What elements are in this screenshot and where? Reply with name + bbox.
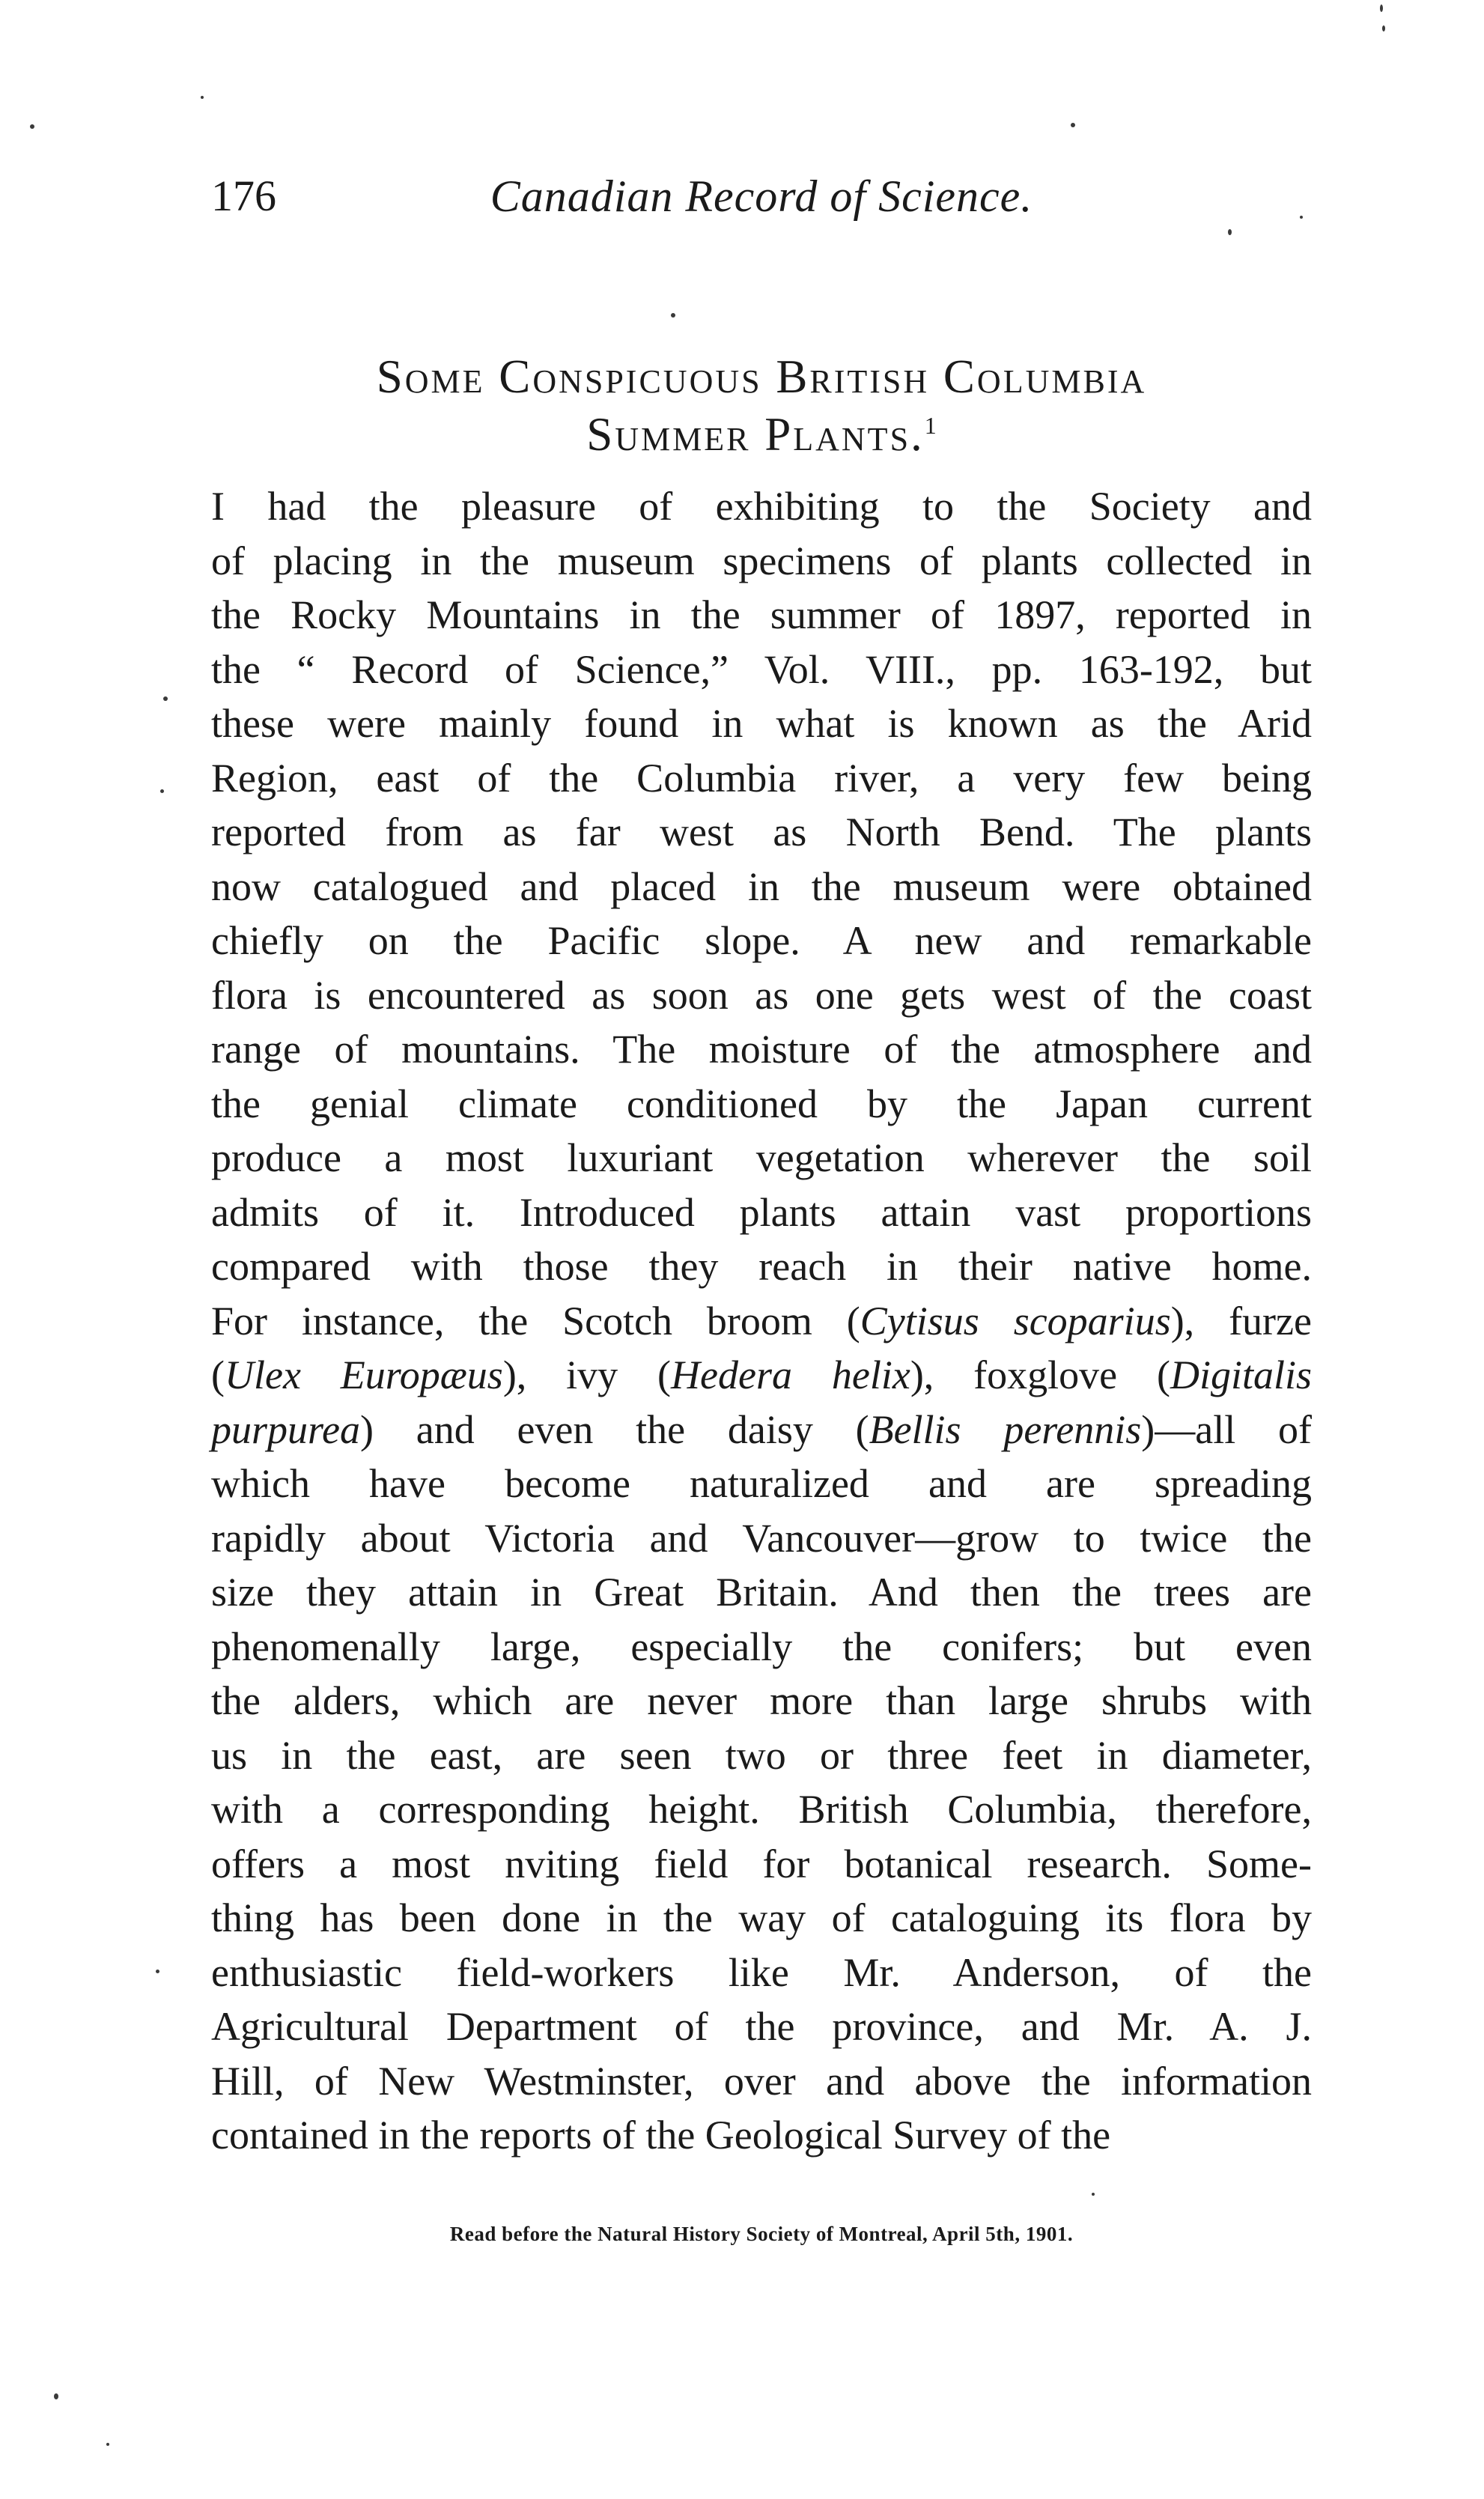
body-line: admits of it. Introduced plants attain vast proportions [211, 1189, 1312, 1235]
body-line: Hill, of New Westminster, over and above the information [211, 2058, 1312, 2104]
body-line: offers a most nviting field for botanical research. Some- [211, 1841, 1312, 1886]
scan-speck [201, 96, 204, 99]
scan-speck [54, 2393, 58, 2399]
article-title-line-2-text: Summer Plants. [586, 408, 925, 461]
scan-speck [106, 2443, 109, 2446]
body-line: thing has been done in the way of cataloguing its flora by [211, 1895, 1312, 1940]
body-paragraph [211, 479, 1312, 2163]
body-line: Region, east of the Columbia river, a very few being [211, 755, 1312, 801]
body-line: enthusiastic field-workers like Mr. Anderson, of the [211, 1949, 1312, 1995]
body-line: the genial climate conditioned by the Japan current [211, 1081, 1312, 1126]
latin-plant-name: Hedera helix [671, 1352, 910, 1397]
body-line: I had the pleasure of exhibiting to the Society and [211, 484, 1312, 529]
scan-speck [1092, 2193, 1095, 2196]
latin-plant-name: Digitalis [1170, 1352, 1313, 1397]
body-line: For instance, the Scotch broom (Cytisus scoparius), furze [211, 1298, 1312, 1343]
body-line: the “ Record of Science,” Vol. VIII., pp. 163-192, but [211, 646, 1312, 692]
body-line: phenomenally large, especially the conifers; but even [211, 1624, 1312, 1669]
body-line: now catalogued and placed in the museum were obtained [211, 863, 1312, 909]
body-line: contained in the reports of the Geological Survey of the [211, 2113, 1111, 2158]
journal-title: Canadian Record of Science. [490, 171, 1033, 221]
body-line: reported from as far west as North Bend. The plants [211, 810, 1312, 854]
body-line: range of mountains. The moisture of the atmosphere and [211, 1027, 1312, 1072]
article-title-line-2 [211, 406, 1312, 464]
body-line: rapidly about Victoria and Vancouver—grow to twice the [211, 1515, 1312, 1561]
body-line: with a corresponding height. British Columbia, therefore, [211, 1787, 1312, 1832]
page-number: 176 [211, 171, 276, 220]
body-line: the alders, which are never more than large shrubs with [211, 1678, 1312, 1723]
body-line: chiefly on the Pacific slope. A new and remarkable [211, 918, 1312, 963]
scan-speck [1382, 25, 1385, 31]
article-title [211, 348, 1312, 464]
body-line: the Rocky Mountains in the summer of 1897, reported in [211, 592, 1312, 637]
latin-plant-name: Ulex Europæus [224, 1352, 503, 1397]
body-line: purpurea) and even the daisy (Bellis perennis)—all of [211, 1406, 1312, 1452]
body-line: us in the east, are seen two or three feet in diameter, [211, 1732, 1312, 1778]
scan-speck [671, 313, 675, 318]
body-line: of placing in the museum specimens of plants collected in [211, 538, 1312, 583]
body-line: compared with those they reach in their native home. [211, 1244, 1312, 1289]
scan-speck [1228, 229, 1232, 235]
scan-speck [160, 789, 164, 793]
body-line: Agricultural Department of the province, and Mr. A. J. [211, 2004, 1312, 2049]
scan-speck [1380, 4, 1383, 12]
latin-plant-name: Cytisus scoparius [860, 1298, 1171, 1343]
scan-speck [156, 1970, 159, 1973]
scan-speck [1300, 216, 1303, 219]
body-line: produce a most luxuriant vegetation wherever the soil [211, 1135, 1312, 1180]
scan-speck [163, 696, 168, 701]
footnote: Read before the Natural History Society of Montreal, April 5th, 1901. [449, 2223, 1074, 2245]
footnote-marker: 1 [924, 412, 937, 439]
article-title-line-1: Some Conspicuous British Columbia [376, 350, 1147, 403]
latin-plant-name: purpurea [211, 1406, 360, 1452]
scan-speck [1071, 123, 1075, 127]
latin-plant-name: Bellis perennis [869, 1406, 1142, 1452]
body-line: flora is encountered as soon as one gets west of the coast [211, 972, 1312, 1018]
body-line: size they attain in Great Britain. And then the trees are [211, 1570, 1312, 1615]
running-head [211, 166, 1312, 226]
body-line: these were mainly found in what is known as the Arid [211, 701, 1312, 746]
scan-speck [30, 124, 34, 129]
body-line: (Ulex Europæus), ivy (Hedera helix), foxglove (Digitalis [211, 1352, 1313, 1397]
body-line: which have become naturalized and are spreading [211, 1461, 1312, 1506]
